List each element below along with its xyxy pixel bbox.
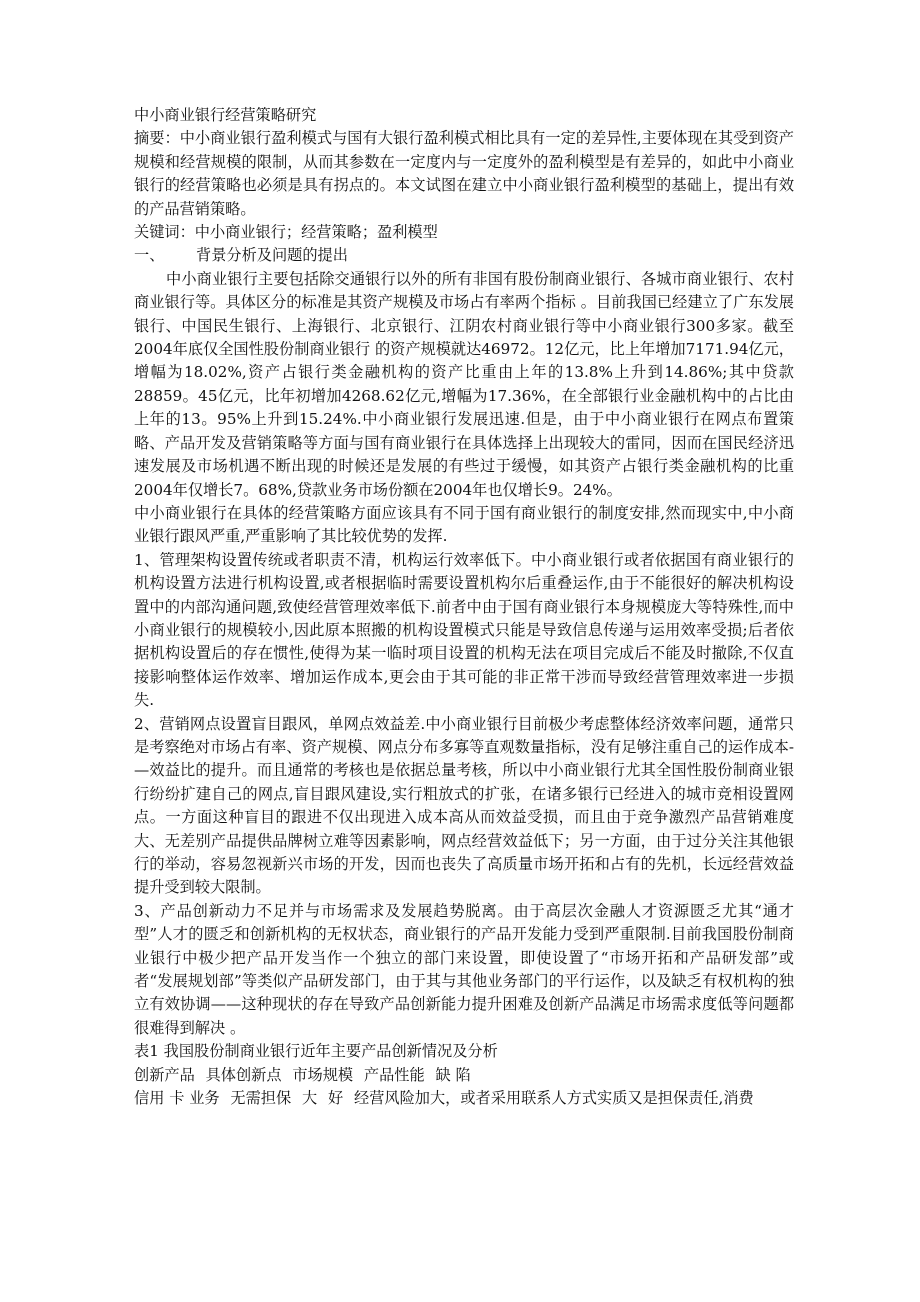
paragraph-background: 中小商业银行主要包括除交通银行以外的所有非国有股份制商业银行、各城市商业银行、农村商业银行等。具体区分的标准是其资产规模及市场占有率两个指标 。目前我国已经建立了广东发展银行、中国民生银行、上海银行、北京银行、江阴农村商业银行等中小商业银行300多家。截至2004年底仅全国性股份制商业银行 的资产规模就达46972。12亿元，比上年增加7171.94亿元，增幅为18.02%,资产占银行类金融机构的资产比重由上年的13.8%上升到14.86%;其中贷款28859。45亿元，比年初增加4268.62亿元,增幅为17.36%，在全部银行业金融机构中的占比由上年的13。95%上升到15.24%.中小商业银行发展迅速.但是，由于中小商业银行在网点布置策略、产品开发及营销策略等方面与国有商业银行在具体选择上出现较大的雷同，因而在国民经济迅速发展及市场机遇不断出现的时候还是发展的有些过于缓慢，如其资产占银行类金融机构的比重2004年仅增长7。68%,贷款业务市场份额在2004年也仅增长9。24%。 <box>134 269 794 499</box>
abstract: 摘要：中小商业银行盈利模式与国有大银行盈利模式相比具有一定的差异性,主要体现在其受到资产规模和经营规模的限制，从而其参数在一定度内与一定度外的盈利模型是有差异的，如此中小商业银行的经营策略也必须是具有拐点的。本文试图在建立中小商业银行盈利模型的基础上，提出有效的产品营销策略。 <box>134 129 794 218</box>
table-row <box>134 1087 794 1110</box>
table-cell: 大 <box>302 1089 318 1108</box>
section-heading <box>134 244 794 267</box>
table-caption: 表1 我国股份制商业银行近年主要产品创新情况及分析 <box>134 1042 498 1061</box>
table-cell: 信用 卡 业务 <box>134 1089 220 1108</box>
table-header-cell: 创新产品 <box>134 1065 195 1084</box>
table-header-cell: 市场规模 <box>292 1065 354 1084</box>
table-cell: 好 <box>328 1089 344 1108</box>
table-cell: 经营风险加大，或者采用联系人方式实质又是担保责任,消费 <box>354 1089 754 1108</box>
section-number: 一、 <box>134 246 165 265</box>
paragraph-intro: 中小商业银行在具体的经营策略方面应该具有不同于国有商业银行的制度安排,然而现实中,中小商业银行跟风严重,严重影响了其比较优势的发挥. <box>134 503 794 546</box>
paragraph-point-1: 1、管理架构设置传统或者职责不清，机构运行效率低下。中小商业银行或者依据国有商业银行的机构设置方法进行机构设置,或者根据临时需要设置机构尔后重叠运作,由于不能很好的解决机构设置中的内部沟通问题,致使经营管理效率低下.前者中由于国有商业银行本身规模庞大等特殊性,而中小商业银行的规模较小,因此原本照搬的机构设置模式只能是导致信息传递与运用效率受损;后者依据机构设置后的存在惯性,使得为某一临时项目设置的机构无法在项目完成后不能及时撤除,不仅直接影响整体运作效率、增加运作成本,更会由于其可能的非正常干涉而导致经营管理效率进一步损失. <box>134 550 794 710</box>
section-title: 背景分析及问题的提出 <box>196 246 348 265</box>
document-body <box>134 104 794 1110</box>
paragraph-point-3: 3、产品创新动力不足并与市场需求及发展趋势脱离。由于高层次金融人才资源匮乏尤其“通才型”人才的匮乏和创新机构的无权状态，商业银行的产品开发能力受到严重限制.目前我国股份制商业银行中极少把产品开发当作一个独立的部门来设置，即使设置了“市场开拓和产品研发部”或者“发展规划部”等类似产品研发部门，由于其与其他业务部门的平行运作，以及缺乏有权机构的独立有效协调——这种现状的存在导致产品创新能力提升困难及创新产品满足市场需求度低等问题都很难得到解决 。 <box>134 901 794 1037</box>
table-header-cell: 具体创新点 <box>205 1065 282 1084</box>
table-header-cell: 产品性能 <box>363 1065 425 1084</box>
table-header-row <box>134 1064 794 1087</box>
paragraph-point-2: 2、营销网点设置盲目跟风，单网点效益差.中小商业银行目前极少考虑整体经济效率问题，通常只是考察绝对市场占有率、资产规模、网点分布多寡等直观数量指标，没有足够注重自己的运作成本-—效益比的提升。而且通常的考核也是依据总量考核，所以中小商业银行尤其全国性股份制商业银行纷纷扩建自己的网点,盲目跟风建设,实行粗放式的扩张，在诸多银行已经进入的城市竞相设置网点。一方面这种盲目的跟进不仅出现进入成本高从而效益受损，而且由于竞争激烈产品营销难度大、无差别产品提供品牌树立难等因素影响，网点经营效益低下；另一方面，由于过分关注其他银行的举动，容易忽视新兴市场的开发，因而也丧失了高质量市场开拓和占有的先机，长远经营效益提升受到较大限制。 <box>134 714 794 897</box>
table-header-cell: 缺 陷 <box>435 1065 471 1084</box>
keywords: 关键词：中小商业银行；经营策略；盈利模型 <box>134 223 438 242</box>
document-title: 中小商业银行经营策略研究 <box>134 106 317 124</box>
table-cell: 无需担保 <box>230 1089 292 1108</box>
